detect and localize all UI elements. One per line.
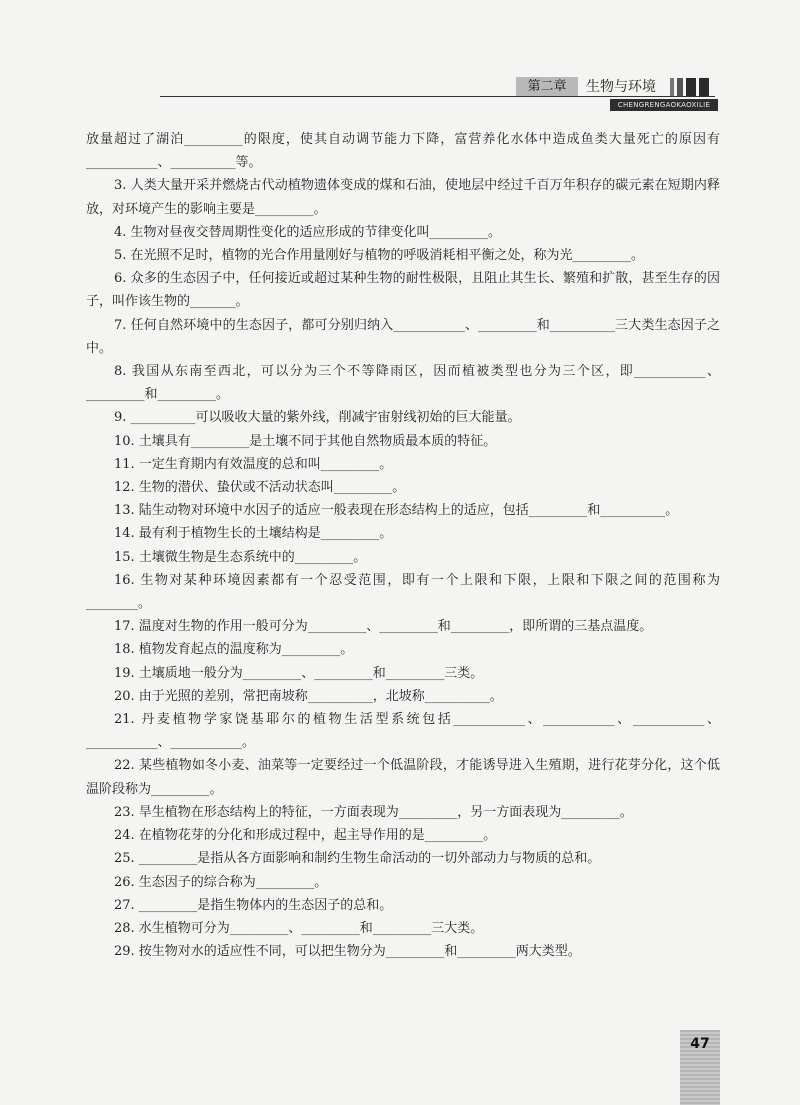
question-item: 20. 由于光照的差别，常把南坡称__________，北坡称__________。 <box>114 688 503 704</box>
page-number: 47 <box>690 1036 710 1052</box>
question-item: 25. _________是指从各方面影响和制约生物生命活动的一切外部动力与物质的总和。 <box>114 851 601 867</box>
question-list <box>86 128 720 963</box>
question-item: 8. 我国从东南至西北，可以分为三个不等降雨区，因而植被类型也分为三个区，即___________、_________和_________。 <box>86 364 720 403</box>
header-rule <box>160 96 715 97</box>
question-item: 18. 植物发育起点的温度称为_________。 <box>114 642 354 658</box>
chapter-tag: 第二章 <box>516 77 578 97</box>
question-item: 19. 土壤质地一般分为_________、_________和_________三类。 <box>114 665 484 681</box>
question-item: 13. 陆生动物对环境中水因子的适应一般表现在形态结构上的适应，包括_________和__________。 <box>114 503 679 519</box>
question-item: 24. 在植物花芽的分化和形成过程中，起主导作用的是_________。 <box>114 828 497 844</box>
question-item: 7. 任何自然环境中的生态因子，都可分别归纳入___________、_________和__________三大类生态因子之中。 <box>86 317 720 356</box>
question-item: 27. _________是指生物体内的生态因子的总和。 <box>114 897 393 913</box>
question-item: 17. 温度对生物的作用一般可分为_________、_________和_________，即所谓的三基点温度。 <box>114 619 653 635</box>
chapter-title: 生物与环境 <box>586 79 656 95</box>
question-item: 4. 生物对昼夜交替周期性变化的适应形成的节律变化叫_________。 <box>114 224 502 240</box>
question-item: 15. 土壤微生物是生态系统中的_________。 <box>114 549 367 565</box>
page-number-tab <box>680 1030 720 1105</box>
question-continuation: 放量超过了湖泊_________的限度，使其自动调节能力下降，富营养化水体中造成鱼类大量死亡的原因有___________、__________等。 <box>86 132 720 171</box>
page-header <box>160 72 720 112</box>
question-item: 26. 生态因子的综合称为_________。 <box>114 874 328 890</box>
header-decoration <box>670 78 716 96</box>
question-item: 16. 生物对某种环境因素都有一个忍受范围，即有一个上限和下限，上限和下限之间的范围称为________。 <box>86 572 720 612</box>
question-item: 10. 土壤具有_________是土壤不同于其他自然物质最本质的特征。 <box>114 433 497 449</box>
question-item: 14. 最有利于植物生长的土壤结构是_________。 <box>114 526 393 542</box>
question-item: 23. 旱生植物在形态结构上的特征，一方面表现为_________，另一方面表现为_________。 <box>114 804 633 820</box>
question-item: 9. __________可以吸收大量的紫外线，削减宇宙射线初始的巨大能量。 <box>114 410 521 426</box>
question-item: 28. 水生植物可分为_________、_________和_________三大类。 <box>114 920 484 936</box>
question-item: 29. 按生物对水的适应性不同，可以把生物分为_________和_________两大类型。 <box>114 944 581 960</box>
question-item: 6. 众多的生态因子中，任何接近或超过某种生物的耐性极限，且阻止其生长、繁殖和扩散，甚至生存的因子，叫作该生物的_______。 <box>86 271 720 310</box>
question-item: 22. 某些植物如冬小麦、油菜等一定要经过一个低温阶段，才能诱导进入生殖期，进行花芽分化，这个低温阶段称为_________。 <box>86 758 720 797</box>
question-item: 3. 人类大量开采并燃烧古代动植物遗体变成的煤和石油，使地层中经过千百万年积存的碳元素在短期内释放，对环境产生的影响主要是_________。 <box>86 178 720 217</box>
question-item: 5. 在光照不足时，植物的光合作用量刚好与植物的呼吸消耗相平衡之处，称为光_________。 <box>114 248 645 264</box>
header-series-label: CHENGRENGAOKAOXILIE <box>610 99 718 111</box>
question-item: 11. 一定生育期内有效温度的总和叫_________。 <box>114 456 393 472</box>
question-item: 12. 生物的潜伏、蛰伏或不活动状态叫_________。 <box>114 480 406 496</box>
question-item: 21. 丹麦植物学家饶基耶尔的植物生活型系统包括___________、___________、___________、___________、___________。 <box>86 712 720 751</box>
